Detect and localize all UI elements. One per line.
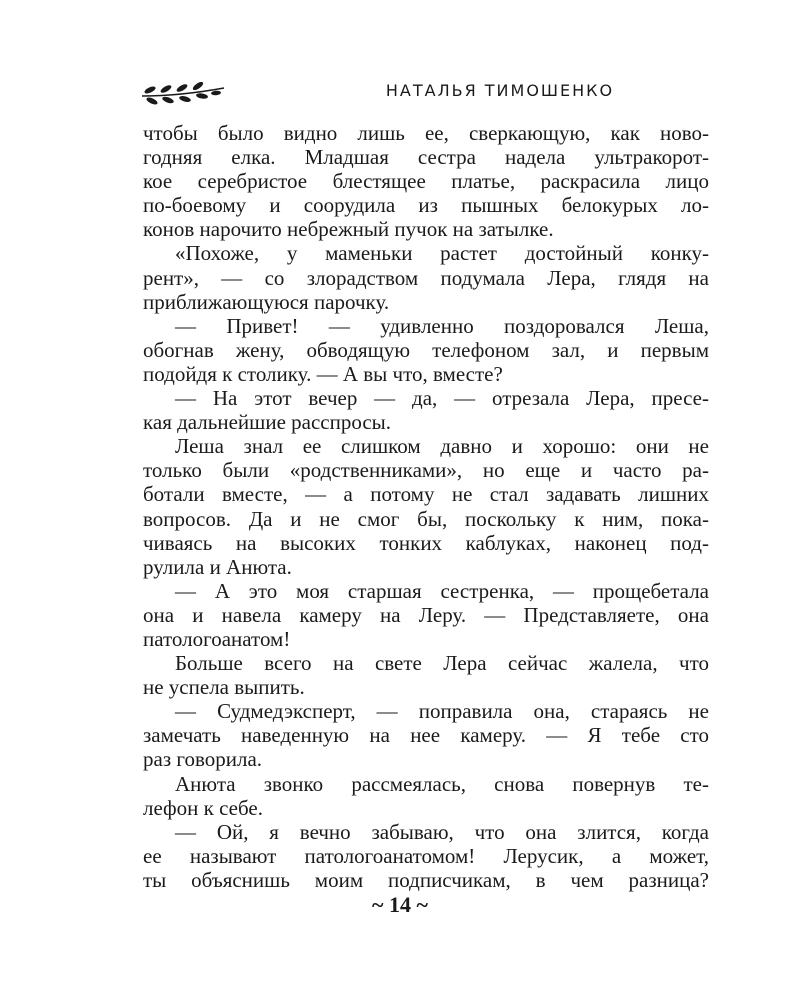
text-line: Леша знал ее слишком давно и хорошо: они не [175,434,709,459]
text-line: — На этот вечер — да, — отрезала Лера, пресе- [175,386,709,411]
text-line: — Ой, я вечно забываю, что она злится, когда [175,819,709,844]
text-line: вопросов. Да и не смог бы, поскольку к ним, пока- [143,506,709,531]
text-line: — Привет! — удивленно поздоровался Леша, [175,313,709,338]
text-line: лефон к себе. [143,795,263,820]
text-line: по-боевому и соорудила из пышных белокурых ло- [143,193,709,218]
text-line: рент», — со злорадством подумала Лера, глядя на [143,265,709,290]
text-line: кое серебристое блестящее платье, раскрасила лицо [143,169,709,194]
text-line: чтобы было видно лишь ее, сверкающую, как ново- [143,121,709,145]
text-line: она и навела камеру на Леру. — Представляете, она [143,602,709,627]
text-line: ее называют патологоанатомом! Лерусик, а может, [143,843,709,868]
text-line: только были «родственниками», но еще и часто ра- [143,458,709,483]
text-line: Больше всего на свете Лера сейчас жалела, что [175,651,709,676]
text-line: чиваясь на высоких тонких каблуках, наконец под- [143,530,709,555]
text-line: патологоанатом! [143,626,291,651]
text-line: годняя елка. Младшая сестра надела ультракорот- [143,145,709,170]
text-line: конов нарочито небрежный пучок на затылке. [143,217,554,242]
text-line: — Судмедэксперт, — поправила она, стараясь не [175,699,709,724]
text-line: ты объяснишь моим подписчикам, в чем разница? [143,867,709,892]
text-line: Анюта звонко рассмеялась, снова повернув те- [175,771,709,796]
text-line: замечать наведенную на нее камеру. — Я тебе сто [143,723,709,748]
text-line: — А это моя старшая сестренка, — прощебетала [175,578,709,603]
page-number: ~ 14 ~ [372,892,428,917]
text-line: ботали вместе, — а потому не стал задавать лишних [143,482,709,507]
text-line: раз говорила. [143,747,263,772]
text-line: кая дальнейшие расспросы. [143,410,392,435]
text-line: не успела выпить. [143,675,305,700]
text-line: «Похоже, у маменьки растет достойный конку- [175,241,709,266]
running-head-author: НАТАЛЬЯ ТИМОШЕНКО [385,81,615,100]
text-line: рулила и Анюта. [143,554,292,579]
running-head [140,78,720,108]
text-line: обогнав жену, обводящую телефоном зал, и первым [143,337,709,362]
text-line: приближающуюся парочку. [143,289,390,314]
text-line: подойдя к столику. — А вы что, вместе? [143,361,503,386]
body-text [143,121,709,892]
